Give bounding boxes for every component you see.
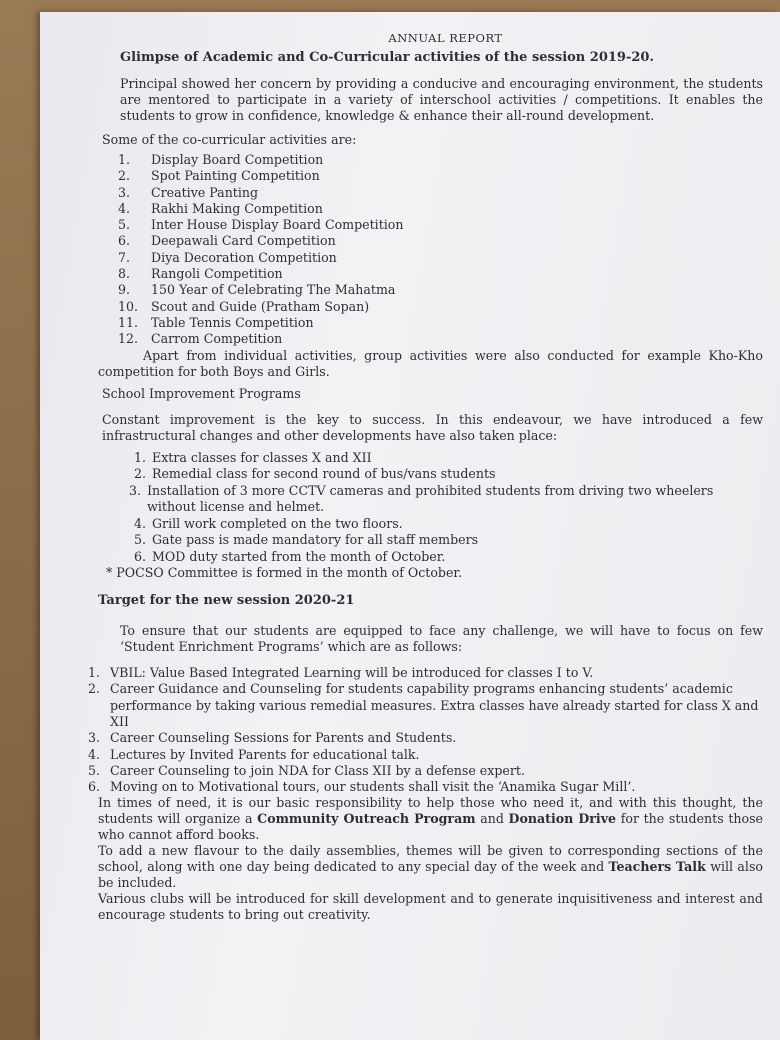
document-page <box>40 12 780 1040</box>
activity-item <box>118 152 763 168</box>
activity-item <box>118 185 763 201</box>
improvement-item <box>118 450 763 467</box>
improvement-item <box>118 549 763 566</box>
improvement-item <box>118 483 763 516</box>
target-item <box>88 665 763 681</box>
target-text: Career Counseling to join NDA for Class XII by a defense expert. <box>110 762 525 778</box>
improvement-text: Gate pass is made mandatory for all staff members <box>152 532 479 548</box>
target-number: 5. <box>88 762 101 778</box>
intro-paragraph: Principal showed her concern by providing a conducive and encouraging environment, the students are mentored to participate in a variety of interschool activities / competitions. It enables the students to grow in confidence, knowledge & enhance their all-round development. <box>120 76 763 123</box>
improvement-number: 1. <box>133 449 146 465</box>
activity-number: 4. <box>118 200 131 216</box>
improvement-intro: Constant improvement is the key to success. In this endeavour, we have introduced a few infrastructural changes and other developments have also taken place: <box>102 411 763 443</box>
activity-item <box>118 233 763 249</box>
improvement-heading: School Improvement Programs <box>102 385 301 401</box>
activity-text: Carrom Competition <box>151 331 283 347</box>
target-number: 4. <box>88 746 101 762</box>
target-number: 6. <box>88 779 101 795</box>
target-number: 3. <box>88 730 101 746</box>
activity-number: 12. <box>118 331 139 347</box>
target-heading: Target for the new session 2020-21 <box>98 593 355 609</box>
improvement-number: 5. <box>133 532 146 548</box>
activity-item <box>118 315 763 331</box>
activity-number: 8. <box>118 266 131 282</box>
outreach-bold-1: Community Outreach Program <box>257 811 476 827</box>
pocso-note: * POCSO Committee is formed in the month of October. <box>106 565 463 581</box>
target-item <box>88 779 763 795</box>
assembly-text-c: will also be included. <box>98 859 764 891</box>
improvement-number: 4. <box>133 515 146 531</box>
document-content <box>88 30 764 923</box>
improvement-number: 3. <box>129 482 142 498</box>
target-item <box>88 681 763 730</box>
activity-number: 9. <box>118 282 131 298</box>
activity-number: 7. <box>118 249 131 265</box>
improvement-text: MOD duty started from the month of October. <box>152 548 446 564</box>
improvement-text: Remedial class for second round of bus/vans students <box>152 466 496 482</box>
target-text: Career Guidance and Counseling for students capability programs enhancing students’ academic performance by taking various remedial measures. Extra classes have already started for class X and XII <box>110 681 759 729</box>
improvement-item <box>118 466 763 483</box>
clubs-paragraph: Various clubs will be introduced for skill development and to generate inquisitiveness and interest and encourage students to bring out creativity. <box>98 891 763 923</box>
activity-text: Scout and Guide (Pratham Sopan) <box>151 298 370 314</box>
target-item <box>88 730 763 746</box>
improvement-text: Extra classes for classes X and XII <box>152 449 372 465</box>
activity-number: 1. <box>118 152 131 167</box>
activity-text: Display Board Competition <box>151 152 324 167</box>
activity-number: 2. <box>118 168 131 184</box>
activity-number: 3. <box>118 184 131 200</box>
activity-number: 10. <box>118 298 139 314</box>
target-item <box>88 763 763 779</box>
session-heading: Glimpse of Academic and Co-Curricular activities of the session 2019-20. <box>120 50 654 65</box>
target-text: VBIL: Value Based Integrated Learning will be introduced for classes I to V. <box>110 665 594 681</box>
target-text: Career Counseling Sessions for Parents and Students. <box>110 730 457 746</box>
activity-item <box>118 266 763 282</box>
improvement-item <box>118 516 763 533</box>
improvement-item <box>118 532 763 549</box>
outreach-text-c: and <box>475 811 509 827</box>
activity-text: Creative Panting <box>151 184 259 200</box>
improvement-number: 2. <box>133 466 146 482</box>
activities-intro: Some of the co-curricular activities are: <box>102 132 357 147</box>
activity-number: 11. <box>118 314 139 330</box>
assembly-bold: Teachers Talk <box>608 859 706 875</box>
activity-number: 6. <box>118 233 131 249</box>
target-intro: To ensure that our students are equipped to face any challenge, we will have to focus on few ‘Student Enrichment Programs’ which are as follows: <box>120 623 763 655</box>
activity-text: Diya Decoration Competition <box>151 249 337 265</box>
activity-text: Rangoli Competition <box>151 266 283 282</box>
target-number: 2. <box>88 681 101 697</box>
target-text: Moving on to Motivational tours, our students shall visit the ‘Anamika Sugar Mill’. <box>110 779 636 795</box>
improvement-text: Installation of 3 more CCTV cameras and prohibited students from driving two wheelers without license and helmet. <box>147 482 714 515</box>
outreach-text-a: In times of need, it is our basic responsibility to help those who need it, and with this thought, the students will organize a <box>98 795 763 827</box>
activity-number: 5. <box>118 217 131 233</box>
outreach-bold-2: Donation Drive <box>508 811 617 827</box>
activity-item <box>118 201 763 217</box>
activity-text: Table Tennis Competition <box>151 314 314 330</box>
improvements-list <box>118 450 763 566</box>
assembly-paragraph <box>98 843 763 891</box>
activity-item <box>118 299 763 315</box>
assembly-text-a: To add a new flavour to the daily assemblies, themes will be given to corresponding sections of the school, along with one day being dedicated to any special day of the week and <box>98 843 763 875</box>
activity-item <box>118 250 763 266</box>
report-title: ANNUAL REPORT <box>388 31 503 45</box>
activities-list <box>118 152 763 348</box>
target-item <box>88 747 763 763</box>
outreach-paragraph <box>98 795 763 843</box>
activity-item <box>118 217 763 233</box>
activity-text: Rakhi Making Competition <box>151 200 323 216</box>
group-activities-paragraph: Apart from individual activities, group activities were also conducted for example Kho-Kho competition for both Boys and Girls. <box>98 347 763 379</box>
activity-text: Inter House Display Board Competition <box>151 217 404 233</box>
improvement-text: Grill work completed on the two floors. <box>152 515 403 531</box>
activity-item <box>118 331 763 347</box>
activity-item <box>118 282 763 298</box>
activity-text: Deepawali Card Competition <box>151 233 336 249</box>
activity-text: 150 Year of Celebrating The Mahatma <box>151 282 396 298</box>
target-number: 1. <box>88 665 101 681</box>
target-text: Lectures by Invited Parents for educational talk. <box>110 746 420 762</box>
activity-item <box>118 168 763 184</box>
improvement-number: 6. <box>133 548 146 564</box>
outreach-text-d: for the students those who cannot afford books. <box>98 811 763 843</box>
activity-text: Spot Painting Competition <box>151 168 320 184</box>
targets-list <box>88 665 763 795</box>
